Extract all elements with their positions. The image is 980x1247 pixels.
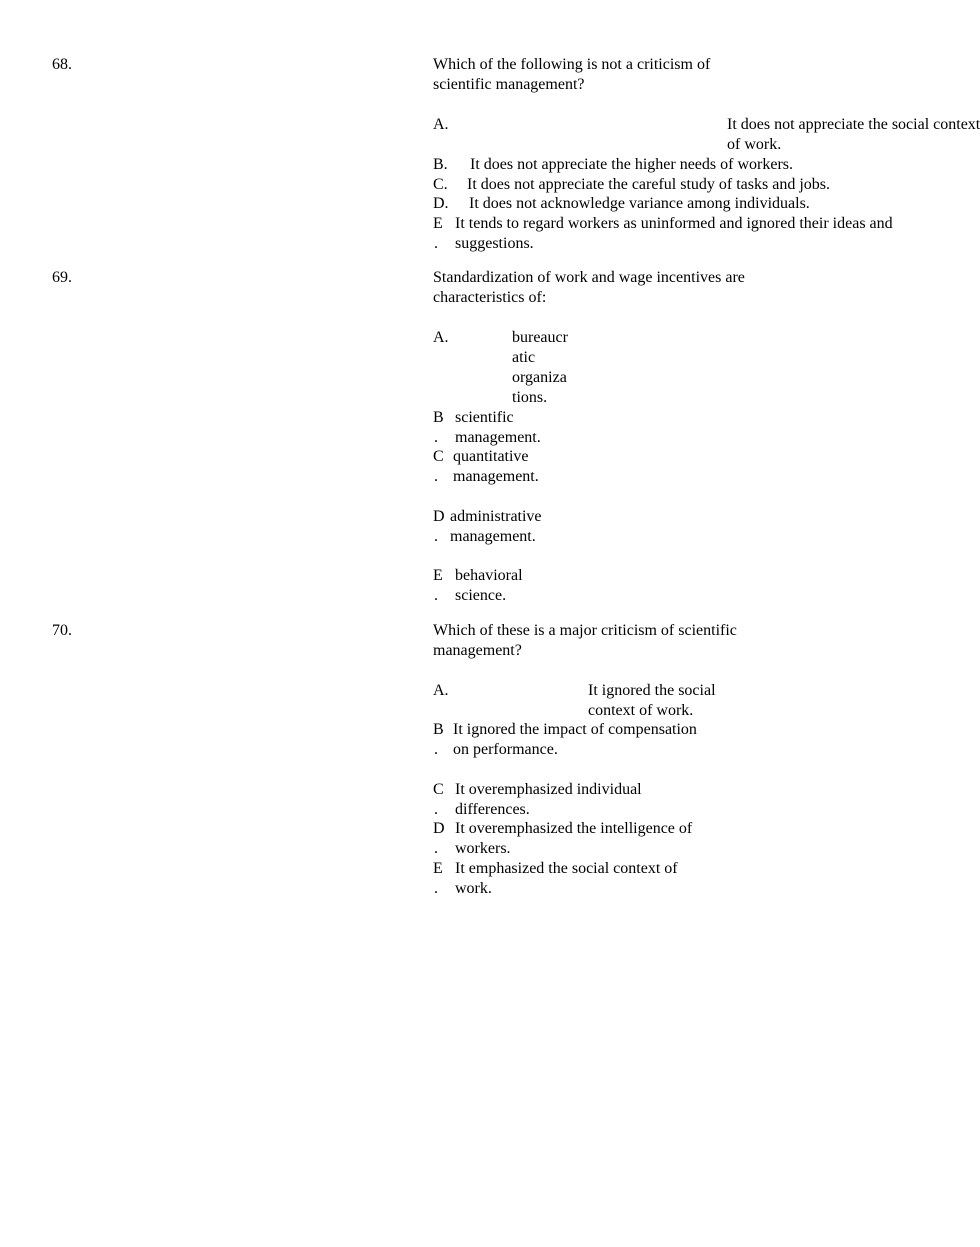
- option-label-dot: .: [434, 468, 438, 485]
- option-line: management.: [453, 468, 539, 485]
- question-stem: [433, 268, 745, 308]
- option-label: D.: [433, 195, 449, 212]
- option-label-dot: .: [434, 587, 438, 604]
- option-label: D: [433, 508, 445, 525]
- option-label-dot: .: [434, 429, 438, 446]
- option-label: D: [433, 820, 445, 837]
- option-line: management.: [450, 528, 536, 545]
- option-label-dot: .: [434, 235, 438, 252]
- option-label: B: [433, 409, 444, 426]
- option-text: [453, 447, 539, 487]
- option-text: It does not appreciate the higher needs of workers.: [470, 156, 793, 173]
- option-text: [450, 507, 542, 547]
- option-text: It does not appreciate the careful study of tasks and jobs.: [467, 176, 830, 193]
- option-line: quantitative: [453, 448, 529, 465]
- option-label: A.: [433, 329, 449, 346]
- option-text: [455, 214, 893, 254]
- option-label-dot: .: [434, 840, 438, 857]
- question-number: 69.: [52, 269, 72, 286]
- option-line: suggestions.: [455, 235, 534, 252]
- option-label-dot: .: [434, 741, 438, 758]
- stem-line: Which of the following is not a criticism of: [433, 56, 711, 73]
- option-line: on performance.: [453, 741, 558, 758]
- option-line: It overemphasized individual: [455, 781, 642, 798]
- option-line: bureaucr: [512, 329, 568, 346]
- option-line: It ignored the social: [588, 682, 716, 699]
- option-label-dot: .: [434, 801, 438, 818]
- option-label: C.: [433, 176, 448, 193]
- option-label: C: [433, 448, 444, 465]
- option-label: A.: [433, 682, 449, 699]
- question-number: 68.: [52, 56, 72, 73]
- option-text: [455, 859, 678, 899]
- option-line: differences.: [455, 801, 530, 818]
- stem-line: Which of these is a major criticism of scientific: [433, 622, 737, 639]
- option-text: [455, 780, 642, 820]
- option-line: It overemphasized the intelligence of: [455, 820, 693, 837]
- option-label: A.: [433, 116, 449, 133]
- option-line: behavioral: [455, 567, 523, 584]
- option-label: E: [433, 215, 443, 232]
- option-text: [455, 566, 523, 606]
- option-label-dot: .: [434, 528, 438, 545]
- option-line: It does not appreciate the social context: [727, 116, 980, 133]
- question-number: 70.: [52, 622, 72, 639]
- option-line: of work.: [727, 136, 782, 153]
- option-text: [512, 328, 568, 408]
- option-text: It does not acknowledge variance among individuals.: [469, 195, 810, 212]
- option-line: scientific: [455, 409, 514, 426]
- question-stem: [433, 621, 737, 661]
- option-label: C: [433, 781, 444, 798]
- option-line: management.: [455, 429, 541, 446]
- question-stem: [433, 55, 710, 95]
- option-label-dot: .: [434, 880, 438, 897]
- option-text: [455, 819, 692, 859]
- option-text: [453, 720, 697, 760]
- option-label: B: [433, 721, 444, 738]
- option-line: It ignored the impact of compensation: [453, 721, 697, 738]
- option-line: science.: [455, 587, 507, 604]
- option-line: atic: [512, 349, 536, 366]
- option-line: administrative: [450, 508, 542, 525]
- option-line: context of work.: [588, 702, 694, 719]
- option-text: [588, 681, 716, 721]
- stem-line: Standardization of work and wage incentives are: [433, 269, 745, 286]
- option-line: organiza: [512, 369, 567, 386]
- option-line: tions.: [512, 389, 548, 406]
- option-label: B.: [433, 156, 448, 173]
- option-line: It tends to regard workers as uninformed and ignored their ideas and: [455, 215, 893, 232]
- stem-line: scientific management?: [433, 76, 585, 93]
- option-line: workers.: [455, 840, 511, 857]
- option-label: E: [433, 860, 443, 877]
- option-text: [727, 115, 980, 155]
- stem-line: characteristics of:: [433, 289, 547, 306]
- option-line: work.: [455, 880, 492, 897]
- option-line: It emphasized the social context of: [455, 860, 678, 877]
- stem-line: management?: [433, 642, 522, 659]
- option-text: [455, 408, 541, 448]
- option-label: E: [433, 567, 443, 584]
